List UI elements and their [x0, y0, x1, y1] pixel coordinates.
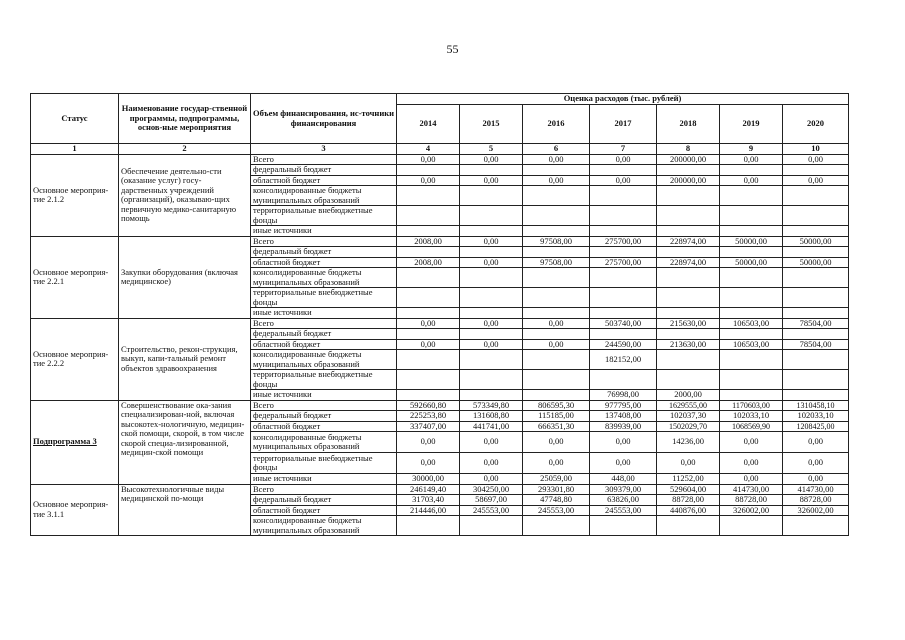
- expense-value: [783, 329, 849, 340]
- column-index: 8: [657, 144, 720, 155]
- expense-value: 50000,00: [783, 236, 849, 247]
- funding-source: консолидированные бюджеты муниципальных образований: [251, 516, 397, 536]
- funding-source: областной бюджет: [251, 505, 397, 516]
- expense-value: 11252,00: [657, 474, 720, 485]
- expense-value: [783, 370, 849, 390]
- expense-value: [397, 350, 460, 370]
- row-status: Основное мероприя-тие 2.2.2: [31, 318, 119, 400]
- expense-value: 200000,00: [657, 154, 720, 165]
- funding-source: территориальные внебюджетные фонды: [251, 370, 397, 390]
- expense-value: 0,00: [397, 318, 460, 329]
- header-status: Статус: [31, 94, 119, 144]
- expense-value: [720, 268, 783, 288]
- expense-value: [783, 247, 849, 258]
- funding-source: иные источники: [251, 474, 397, 485]
- budget-table: [30, 93, 849, 536]
- expense-value: 213630,00: [657, 339, 720, 350]
- header-year: 2020: [783, 105, 849, 144]
- column-index: 3: [251, 144, 397, 155]
- funding-source: Всего: [251, 400, 397, 411]
- expense-value: 0,00: [460, 453, 523, 474]
- expense-value: 14236,00: [657, 432, 720, 453]
- expense-value: [523, 308, 590, 319]
- expense-value: 200000,00: [657, 175, 720, 186]
- funding-source: иные источники: [251, 390, 397, 401]
- column-index: 2: [119, 144, 251, 155]
- expense-value: 63826,00: [590, 495, 657, 506]
- expense-value: [657, 268, 720, 288]
- expense-value: [590, 206, 657, 226]
- expense-value: [720, 370, 783, 390]
- expense-value: 244590,00: [590, 339, 657, 350]
- expense-value: 0,00: [590, 175, 657, 186]
- expense-value: 414730,00: [720, 484, 783, 495]
- expense-value: [783, 165, 849, 176]
- expense-value: 102033,10: [783, 411, 849, 422]
- row-status: Основное мероприя-тие 3.1.1: [31, 484, 119, 536]
- expense-value: [523, 206, 590, 226]
- expense-value: [523, 390, 590, 401]
- expense-value: 2000,00: [657, 390, 720, 401]
- expense-value: 0,00: [523, 453, 590, 474]
- expense-value: 1170603,00: [720, 400, 783, 411]
- expense-value: [657, 206, 720, 226]
- expense-value: [397, 516, 460, 536]
- expense-value: 666351,30: [523, 421, 590, 432]
- table-row: [31, 154, 849, 165]
- expense-value: 0,00: [460, 432, 523, 453]
- expense-value: 2008,00: [397, 236, 460, 247]
- expense-value: [397, 390, 460, 401]
- table-row: [31, 318, 849, 329]
- expense-value: 1310458,10: [783, 400, 849, 411]
- expense-value: 47748,80: [523, 495, 590, 506]
- expense-value: 0,00: [397, 154, 460, 165]
- expense-value: [657, 165, 720, 176]
- expense-value: [783, 226, 849, 237]
- expense-value: 245553,00: [460, 505, 523, 516]
- expense-value: 137408,00: [590, 411, 657, 422]
- funding-source: консолидированные бюджеты муниципальных образований: [251, 350, 397, 370]
- expense-value: 0,00: [523, 318, 590, 329]
- row-status: Подпрограмма 3: [31, 400, 119, 484]
- expense-value: [657, 329, 720, 340]
- expense-value: [590, 186, 657, 206]
- expense-value: [590, 268, 657, 288]
- funding-source: областной бюджет: [251, 175, 397, 186]
- expense-value: [590, 329, 657, 340]
- funding-source: консолидированные бюджеты муниципальных образований: [251, 268, 397, 288]
- row-status: Основное мероприя-тие 2.1.2: [31, 154, 119, 236]
- expense-value: 58697,00: [460, 495, 523, 506]
- expense-value: [590, 226, 657, 237]
- expense-value: 88728,00: [720, 495, 783, 506]
- expense-value: [460, 350, 523, 370]
- page-number: 55: [446, 42, 459, 56]
- expense-value: 0,00: [720, 474, 783, 485]
- expense-value: 1208425,00: [783, 421, 849, 432]
- expense-value: [720, 329, 783, 340]
- funding-source: Всего: [251, 318, 397, 329]
- expense-value: 106503,00: [720, 318, 783, 329]
- header-volume: Объем финансирования, ис-точники финансирования: [251, 94, 397, 144]
- row-name: Закупки оборудования (включая медицинское): [119, 236, 251, 318]
- expense-value: 0,00: [783, 432, 849, 453]
- expense-value: [460, 186, 523, 206]
- expense-value: 414730,00: [783, 484, 849, 495]
- expense-value: [523, 247, 590, 258]
- expense-value: 0,00: [657, 453, 720, 474]
- expense-value: [783, 288, 849, 308]
- row-name: Обеспечение деятельно-сти (оказание услуг) госу-дарственных учреждений (организаций), оказываю-щих первичную медико-санитарную помощь: [119, 154, 251, 236]
- expense-value: [460, 247, 523, 258]
- expense-value: [397, 288, 460, 308]
- expense-value: 1502029,70: [657, 421, 720, 432]
- expense-value: [460, 206, 523, 226]
- expense-value: 0,00: [783, 175, 849, 186]
- funding-source: Всего: [251, 154, 397, 165]
- expense-value: 0,00: [590, 453, 657, 474]
- funding-source: федеральный бюджет: [251, 411, 397, 422]
- expense-value: [783, 268, 849, 288]
- expense-value: [523, 329, 590, 340]
- expense-value: 806595,30: [523, 400, 590, 411]
- expense-value: 0,00: [460, 257, 523, 268]
- expense-value: 30000,00: [397, 474, 460, 485]
- expense-value: 448,00: [590, 474, 657, 485]
- expense-value: [657, 516, 720, 536]
- expense-value: 503740,00: [590, 318, 657, 329]
- expense-value: [720, 516, 783, 536]
- expense-value: 225253,80: [397, 411, 460, 422]
- expense-value: [720, 165, 783, 176]
- expense-value: 275700,00: [590, 236, 657, 247]
- expense-value: 529604,00: [657, 484, 720, 495]
- expense-value: [720, 390, 783, 401]
- expense-value: 1068569,90: [720, 421, 783, 432]
- expense-value: [720, 226, 783, 237]
- column-index: 4: [397, 144, 460, 155]
- expense-value: [720, 350, 783, 370]
- expense-value: [657, 186, 720, 206]
- funding-source: консолидированные бюджеты муниципальных образований: [251, 432, 397, 453]
- expense-value: 97508,00: [523, 257, 590, 268]
- expense-value: 228974,00: [657, 236, 720, 247]
- expense-value: 0,00: [460, 236, 523, 247]
- expense-value: [460, 288, 523, 308]
- expense-value: 275700,00: [590, 257, 657, 268]
- expense-value: [720, 206, 783, 226]
- funding-source: территориальные внебюджетные фонды: [251, 453, 397, 474]
- expense-value: 0,00: [590, 432, 657, 453]
- expense-value: 88728,00: [657, 495, 720, 506]
- expense-value: [397, 226, 460, 237]
- expense-value: 88728,00: [783, 495, 849, 506]
- expense-value: [397, 165, 460, 176]
- expense-value: 977795,00: [590, 400, 657, 411]
- expense-value: 0,00: [590, 154, 657, 165]
- expense-value: [460, 370, 523, 390]
- expense-value: 78504,00: [783, 339, 849, 350]
- expense-value: [783, 390, 849, 401]
- expense-value: 0,00: [720, 432, 783, 453]
- expense-value: 50000,00: [720, 236, 783, 247]
- expense-value: 592660,80: [397, 400, 460, 411]
- expense-value: [783, 206, 849, 226]
- expense-value: [523, 350, 590, 370]
- expense-value: 0,00: [523, 175, 590, 186]
- header-year: 2019: [720, 105, 783, 144]
- expense-value: [460, 226, 523, 237]
- expense-value: 0,00: [523, 432, 590, 453]
- expense-value: [397, 268, 460, 288]
- expense-value: [397, 247, 460, 258]
- table-row: [31, 484, 849, 495]
- expense-value: [460, 390, 523, 401]
- expense-value: [523, 370, 590, 390]
- expense-value: [657, 350, 720, 370]
- expense-value: 440876,00: [657, 505, 720, 516]
- expense-value: [397, 308, 460, 319]
- header-year: 2018: [657, 105, 720, 144]
- column-index: 6: [523, 144, 590, 155]
- expense-value: [783, 186, 849, 206]
- expense-value: [720, 247, 783, 258]
- expense-value: 245553,00: [523, 505, 590, 516]
- expense-value: 215630,00: [657, 318, 720, 329]
- expense-value: [460, 329, 523, 340]
- header-estimate: Оценка расходов (тыс. рублей): [397, 94, 849, 105]
- expense-value: [460, 308, 523, 319]
- column-index: 10: [783, 144, 849, 155]
- column-index: 7: [590, 144, 657, 155]
- expense-value: [720, 186, 783, 206]
- expense-value: 50000,00: [720, 257, 783, 268]
- expense-value: 326002,00: [720, 505, 783, 516]
- expense-value: 0,00: [460, 154, 523, 165]
- expense-value: [460, 268, 523, 288]
- expense-value: [720, 308, 783, 319]
- funding-source: федеральный бюджет: [251, 329, 397, 340]
- expense-value: 246149,40: [397, 484, 460, 495]
- expense-value: 573349,80: [460, 400, 523, 411]
- table-body: [31, 154, 849, 536]
- funding-source: областной бюджет: [251, 339, 397, 350]
- funding-source: консолидированные бюджеты муниципальных образований: [251, 186, 397, 206]
- expense-value: 0,00: [397, 339, 460, 350]
- expense-value: 102033,10: [720, 411, 783, 422]
- expense-value: [590, 516, 657, 536]
- expense-value: [523, 268, 590, 288]
- expense-value: 115185,00: [523, 411, 590, 422]
- funding-source: Всего: [251, 236, 397, 247]
- expense-value: 0,00: [720, 175, 783, 186]
- expense-value: 304250,00: [460, 484, 523, 495]
- expense-value: [523, 288, 590, 308]
- expense-value: 0,00: [783, 154, 849, 165]
- expense-value: 214446,00: [397, 505, 460, 516]
- funding-source: иные источники: [251, 308, 397, 319]
- expense-value: [657, 308, 720, 319]
- expense-value: 2008,00: [397, 257, 460, 268]
- funding-source: областной бюджет: [251, 257, 397, 268]
- expense-value: [460, 165, 523, 176]
- expense-value: 78504,00: [783, 318, 849, 329]
- header-year: 2015: [460, 105, 523, 144]
- funding-source: территориальные внебюджетные фонды: [251, 288, 397, 308]
- column-index: 5: [460, 144, 523, 155]
- row-name: Строительство, рекон-струкция, выкуп, капи-тальный ремонт объектов здравоохранения: [119, 318, 251, 400]
- table-row: [31, 400, 849, 411]
- expense-value: [460, 516, 523, 536]
- expense-value: 293301,80: [523, 484, 590, 495]
- expense-value: [590, 288, 657, 308]
- expense-value: [523, 186, 590, 206]
- expense-value: [783, 516, 849, 536]
- expense-value: 0,00: [397, 453, 460, 474]
- header-year: 2014: [397, 105, 460, 144]
- expense-value: 0,00: [523, 154, 590, 165]
- expense-value: [397, 329, 460, 340]
- expense-value: 102037,30: [657, 411, 720, 422]
- column-index: 1: [31, 144, 119, 155]
- expense-value: 337407,00: [397, 421, 460, 432]
- expense-value: 97508,00: [523, 236, 590, 247]
- expense-value: 228974,00: [657, 257, 720, 268]
- expense-value: [657, 247, 720, 258]
- expense-value: 50000,00: [783, 257, 849, 268]
- expense-value: [397, 370, 460, 390]
- row-status: Основное мероприя-тие 2.2.1: [31, 236, 119, 318]
- expense-value: [523, 165, 590, 176]
- funding-source: федеральный бюджет: [251, 165, 397, 176]
- header-name: Наименование государ-ственной программы, подпрограммы, основ-ные мероприятия: [119, 94, 251, 144]
- expense-value: 0,00: [460, 339, 523, 350]
- expense-value: 0,00: [720, 154, 783, 165]
- expense-value: 31703,40: [397, 495, 460, 506]
- header-year: 2017: [590, 105, 657, 144]
- expense-value: [720, 288, 783, 308]
- expense-value: 326002,00: [783, 505, 849, 516]
- funding-source: иные источники: [251, 226, 397, 237]
- expense-value: 839939,00: [590, 421, 657, 432]
- expense-value: 106503,00: [720, 339, 783, 350]
- expense-value: 0,00: [460, 175, 523, 186]
- row-name: Высокотехнологичные виды медицинской по-мощи: [119, 484, 251, 536]
- expense-value: [590, 308, 657, 319]
- expense-value: 1629555,00: [657, 400, 720, 411]
- expense-value: [523, 226, 590, 237]
- expense-value: [783, 350, 849, 370]
- expense-value: 245553,00: [590, 505, 657, 516]
- expense-value: 76998,00: [590, 390, 657, 401]
- expense-value: 0,00: [523, 339, 590, 350]
- funding-source: федеральный бюджет: [251, 495, 397, 506]
- expense-value: [590, 247, 657, 258]
- funding-source: Всего: [251, 484, 397, 495]
- expense-value: 0,00: [460, 474, 523, 485]
- funding-source: федеральный бюджет: [251, 247, 397, 258]
- expense-value: [783, 308, 849, 319]
- expense-value: 0,00: [397, 175, 460, 186]
- expense-value: [523, 516, 590, 536]
- expense-value: 0,00: [460, 318, 523, 329]
- expense-value: 0,00: [397, 432, 460, 453]
- table-row: [31, 236, 849, 247]
- expense-value: 0,00: [720, 453, 783, 474]
- expense-value: [657, 370, 720, 390]
- row-name: Совершенствование ока-зания специализирован-ной, включая высокотех-нологичную, медицин-ской помощи, скорой, в том числе скорой специа-лизированной, медицин-ской помощи: [119, 400, 251, 484]
- expense-value: [657, 288, 720, 308]
- expense-value: 309379,00: [590, 484, 657, 495]
- expense-value: 131608,80: [460, 411, 523, 422]
- expense-value: 0,00: [783, 474, 849, 485]
- funding-source: территориальные внебюджетные фонды: [251, 206, 397, 226]
- expense-value: 441741,00: [460, 421, 523, 432]
- expense-value: [397, 206, 460, 226]
- expense-value: 25059,00: [523, 474, 590, 485]
- column-index: 9: [720, 144, 783, 155]
- expense-value: 182152,00: [590, 350, 657, 370]
- expense-value: [397, 186, 460, 206]
- expense-value: 0,00: [783, 453, 849, 474]
- expense-value: [657, 226, 720, 237]
- expense-value: [590, 370, 657, 390]
- header-year: 2016: [523, 105, 590, 144]
- funding-source: областной бюджет: [251, 421, 397, 432]
- expense-value: [590, 165, 657, 176]
